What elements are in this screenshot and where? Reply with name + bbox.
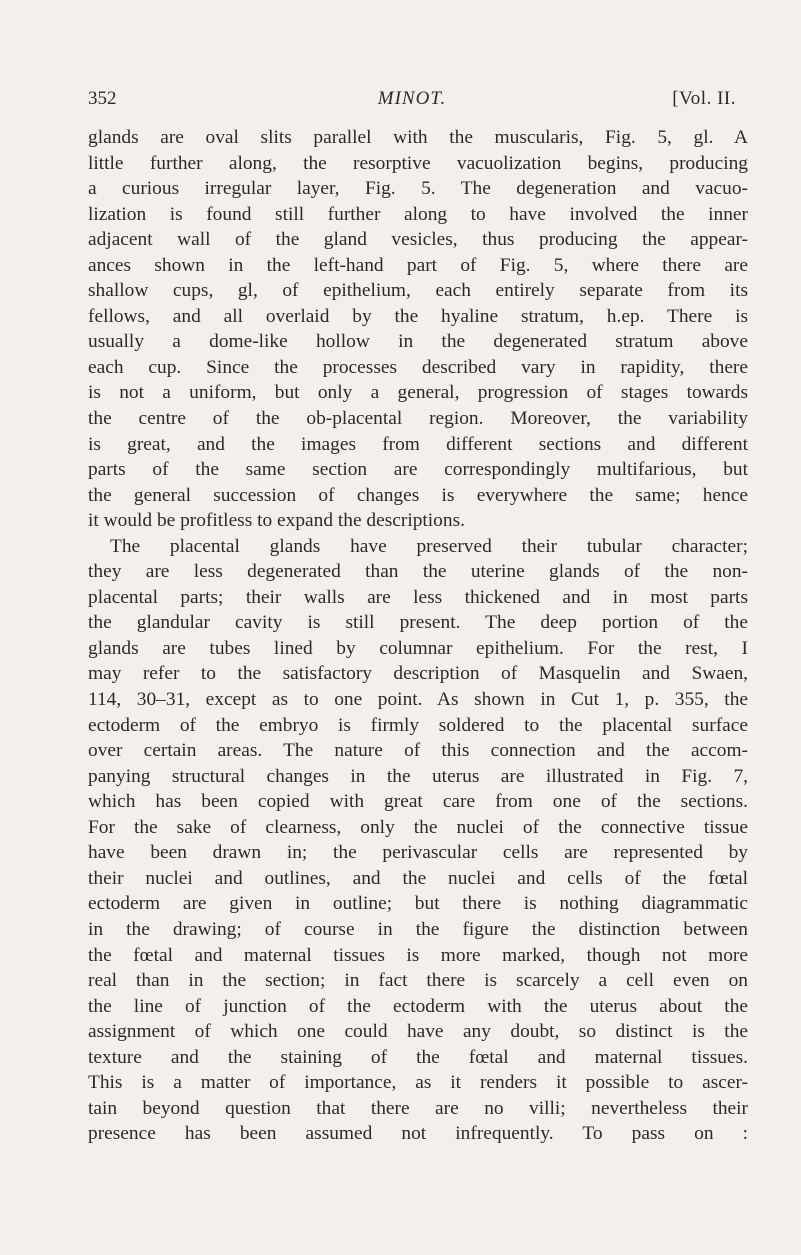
text-line: The placental glands have preserved their tubular character; [110, 535, 748, 557]
text-line: fellows, and all overlaid by the hyaline stratum, h.ep. There is [88, 305, 748, 327]
page-number: 352 [88, 88, 117, 109]
text-line: ectoderm of the embryo is firmly soldered to the placental surface [88, 714, 748, 736]
text-line: they are less degenerated than the uterine glands of the non- [88, 561, 748, 583]
text-line: the line of junction of the ectoderm with the uterus about the [88, 995, 748, 1017]
text-line: the general succession of changes is everywhere the same; hence [88, 484, 748, 506]
text-line: little further along, the resorptive vacuolization begins, producing [88, 152, 748, 174]
text-line: glands are tubes lined by columnar epithelium. For the rest, I [88, 637, 748, 659]
text-line: glands are oval slits parallel with the muscularis, Fig. 5, gl. A [88, 127, 748, 148]
page-header [88, 88, 736, 118]
running-title: MINOT. [377, 88, 447, 109]
text-line: each cup. Since the processes described vary in rapidity, there [88, 356, 748, 378]
text-line: 114, 30–31, except as to one point. As shown in Cut 1, p. 355, the [88, 689, 748, 711]
text-line: have been drawn in; the perivascular cells are represented by [88, 842, 748, 864]
text-line: in the drawing; of course in the figure the distinction between [88, 918, 748, 940]
text-line: This is a matter of importance, as it renders it possible to ascer- [88, 1072, 748, 1094]
text-line: ances shown in the left-hand part of Fig. 5, where there are [88, 254, 748, 276]
text-line: a curious irregular layer, Fig. 5. The degeneration and vacuo- [88, 178, 748, 200]
text-line: tain beyond question that there are no villi; nevertheless their [88, 1097, 748, 1119]
text-line: ectoderm are given in outline; but there is nothing diagrammatic [88, 893, 748, 915]
text-line: adjacent wall of the gland vesicles, thus producing the appear- [88, 229, 748, 251]
text-line: which has been copied with great care from one of the sections. [88, 791, 748, 813]
text-line: over certain areas. The nature of this connection and the accom- [88, 740, 748, 762]
text-line: their nuclei and outlines, and the nuclei and cells of the fœtal [88, 867, 748, 889]
text-line: is great, and the images from different sections and different [88, 433, 748, 455]
text-line: placental parts; their walls are less thickened and in most parts [88, 586, 748, 608]
text-line: usually a dome-like hollow in the degenerated stratum above [88, 331, 748, 353]
text-line: is not a uniform, but only a general, progression of stages towards [88, 382, 748, 404]
text-line: parts of the same section are correspondingly multifarious, but [88, 459, 748, 481]
text-line: texture and the staining of the fœtal and maternal tissues. [88, 1046, 748, 1068]
text-line: assignment of which one could have any doubt, so distinct is the [88, 1021, 748, 1043]
text-line: the fœtal and maternal tissues is more marked, though not more [88, 944, 748, 966]
text-line: presence has been assumed not infrequently. To pass on : [88, 1123, 748, 1145]
text-line: lization is found still further along to have involved the inner [88, 203, 748, 225]
text-line: For the sake of clearness, only the nuclei of the connective tissue [88, 816, 748, 838]
text-line: shallow cups, gl, of epithelium, each entirely separate from its [88, 280, 748, 302]
text-line: the centre of the ob-placental region. Moreover, the variability [88, 408, 748, 430]
body-text [88, 125, 748, 1147]
text-line: the glandular cavity is still present. The deep portion of the [88, 612, 748, 634]
text-line: may refer to the satisfactory description of Masquelin and Swaen, [88, 663, 748, 685]
text-line: real than in the section; in fact there is scarcely a cell even on [88, 970, 748, 992]
text-line: it would be profitless to expand the descriptions. [88, 510, 465, 532]
volume-label: [Vol. II. [672, 88, 736, 109]
text-line: panying structural changes in the uterus are illustrated in Fig. 7, [88, 765, 748, 787]
